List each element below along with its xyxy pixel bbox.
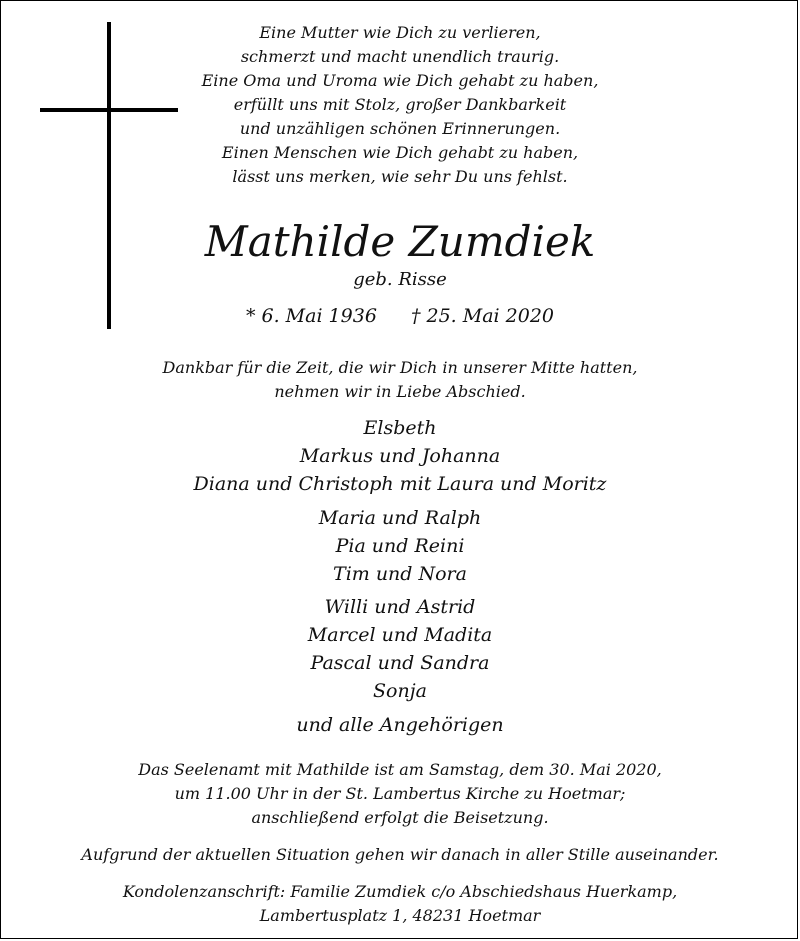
family-member: Marcel und Madita: [307, 624, 493, 646]
farewell-text: [0, 356, 800, 404]
address-line: Lambertusplatz 1, 48231 Hoetmar: [259, 906, 541, 925]
death-date: † 25. Mai 2020: [410, 305, 555, 327]
family-member: Willi und Astrid: [324, 596, 476, 618]
poem-line: Eine Oma und Uroma wie Dich gehabt zu haben,: [201, 71, 599, 90]
farewell-line: Dankbar für die Zeit, die wir Dich in unserer Mitte hatten,: [162, 358, 638, 377]
family-member: Elsbeth: [363, 417, 437, 439]
poem-line: Eine Mutter wie Dich zu verlieren,: [259, 23, 541, 42]
family-member: Pascal und Sandra: [310, 652, 490, 674]
family-group-1: [0, 414, 800, 498]
family-member: Markus und Johanna: [299, 445, 501, 467]
condolence-address: [0, 880, 800, 928]
deceased-name: Mathilde Zumdiek: [204, 217, 596, 266]
farewell-line: nehmen wir in Liebe Abschied.: [274, 382, 526, 401]
poem-line: lässt uns merken, wie sehr Du uns fehlst.: [232, 167, 568, 186]
service-info: [0, 758, 800, 830]
birth-date: * 6. Mai 1936: [245, 305, 377, 327]
address-line: Kondolenzanschrift: Familie Zumdiek c/o Abschiedshaus Huerkamp,: [122, 882, 678, 901]
family-group-3: [0, 593, 800, 705]
family-member: Pia und Reini: [335, 535, 465, 557]
poem-line: schmerzt und macht unendlich traurig.: [240, 47, 560, 66]
family-member: Tim und Nora: [333, 563, 467, 585]
service-line: Das Seelenamt mit Mathilde ist am Samstag, dem 30. Mai 2020,: [138, 760, 662, 779]
service-line: um 11.00 Uhr in der St. Lambertus Kirche zu Hoetmar;: [174, 784, 626, 803]
family-member: Maria und Ralph: [318, 507, 482, 529]
relatives-line: und alle Angehörigen: [296, 714, 504, 736]
poem-line: erfüllt uns mit Stolz, großer Dankbarkeit: [233, 95, 567, 114]
birth-name: geb. Risse: [353, 269, 447, 290]
family-member: Diana und Christoph mit Laura und Moritz: [193, 473, 607, 495]
life-dates: [0, 302, 800, 330]
silence-notice: Aufgrund der aktuellen Situation gehen wir danach in aller Stille auseinander.: [81, 845, 719, 864]
poem-line: und unzähligen schönen Erinnerungen.: [239, 119, 561, 138]
memorial-poem: [100, 21, 700, 189]
family-group-2: [0, 504, 800, 588]
poem-line: Einen Menschen wie Dich gehabt zu haben,: [221, 143, 579, 162]
family-member: Sonja: [373, 680, 427, 702]
service-line: anschließend erfolgt die Beisetzung.: [251, 808, 549, 827]
